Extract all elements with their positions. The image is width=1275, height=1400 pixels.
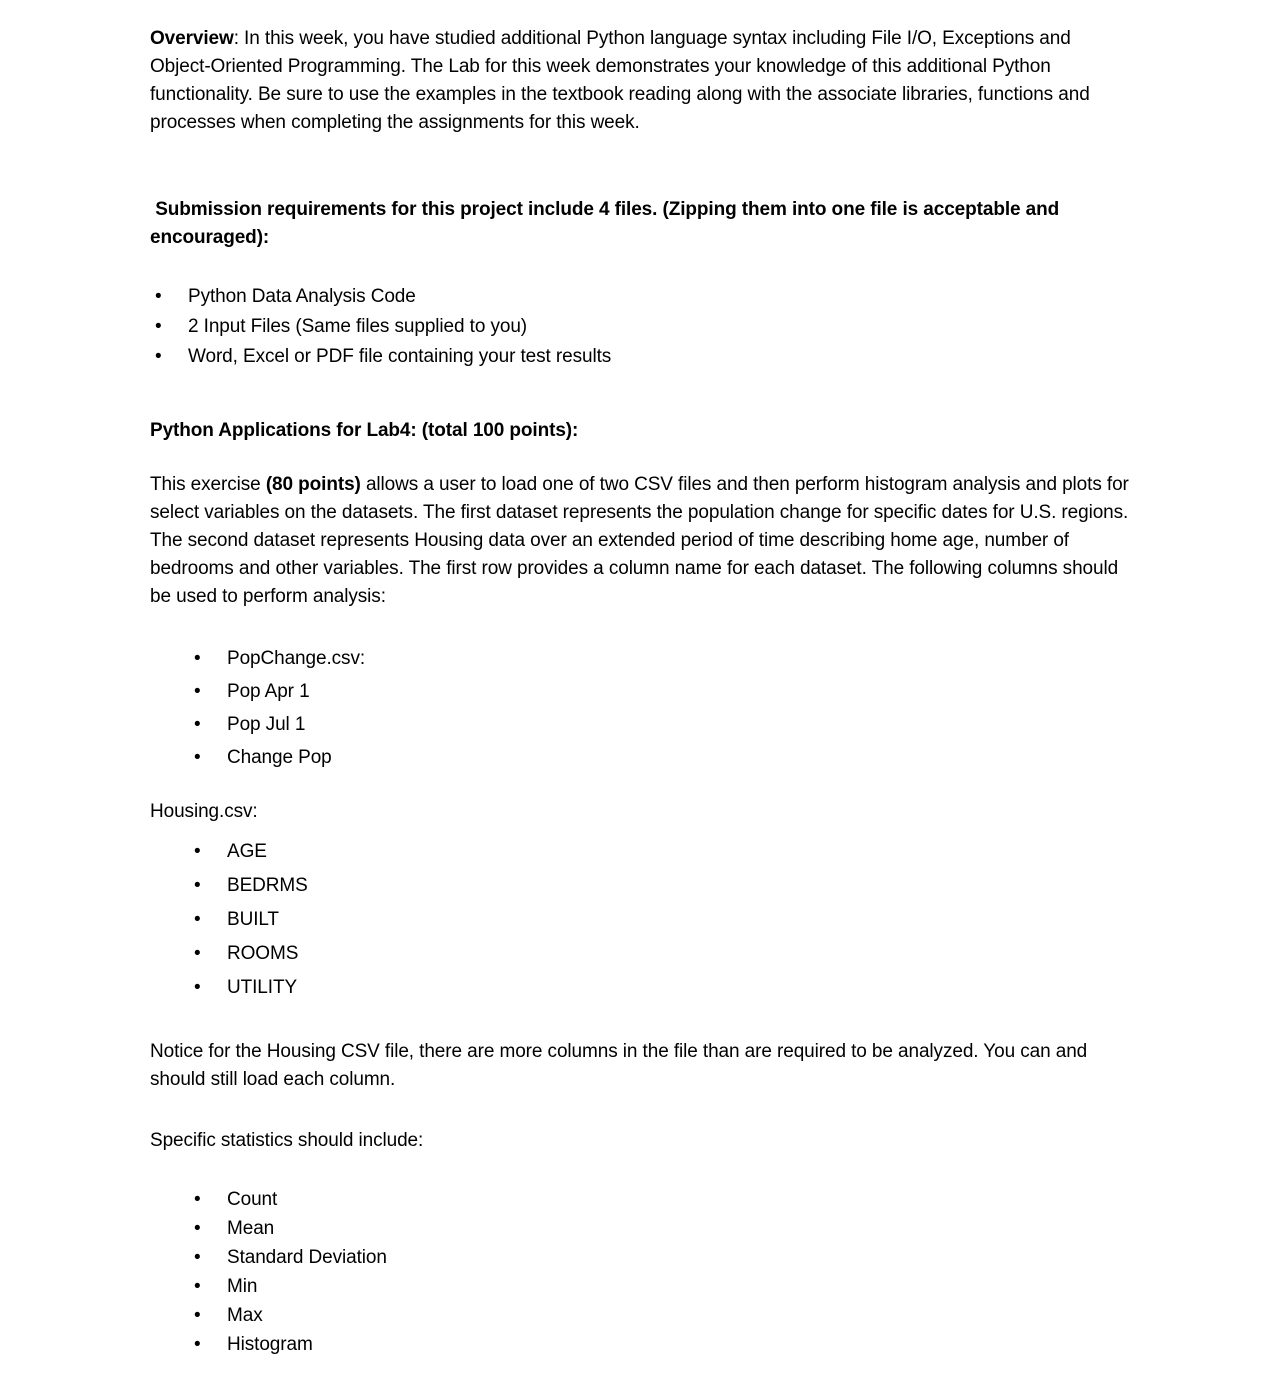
exercise-text-post: allows a user to load one of two CSV files and then perform histogram analysis and plots for select variables on the datasets. The first dataset represents the population change for specific dates for U.S. regions. The second dataset represents Housing data over an extended period of time describing home age, number of bedrooms and other variables. The first row provides a column name for each dataset. The following columns should be used to perform analysis: — [150, 474, 1129, 607]
housing-columns-list — [150, 835, 1130, 1005]
list-item: • BEDRMS — [150, 869, 1130, 903]
list-item: • Min — [150, 1272, 1130, 1301]
popchange-columns-list — [150, 642, 1130, 774]
list-item: • UTILITY — [150, 971, 1130, 1005]
list-item: • Pop Apr 1 — [150, 675, 1130, 708]
submission-files-list — [150, 282, 1130, 372]
exercise-paragraph — [150, 471, 1130, 611]
overview-label: Overview — [150, 28, 234, 49]
list-item: • Max — [150, 1301, 1130, 1330]
lab4-heading: Python Applications for Lab4: (total 100 points): — [150, 420, 579, 441]
list-item: • Change Pop — [150, 741, 1130, 774]
overview-paragraph — [150, 25, 1130, 137]
list-item: • Histogram — [150, 1330, 1130, 1359]
notice-paragraph: Notice for the Housing CSV file, there are more columns in the file than are required to be analyzed. You can and should still load each column. — [150, 1041, 1088, 1090]
statistics-label: Specific statistics should include: — [150, 1130, 424, 1151]
list-item: • Pop Jul 1 — [150, 708, 1130, 741]
list-item: • Word, Excel or PDF file containing your test results — [150, 342, 1130, 372]
statistics-list — [150, 1185, 1130, 1359]
list-item: • Count — [150, 1185, 1130, 1214]
exercise-points: (80 points) — [265, 474, 361, 495]
overview-body: : In this week, you have studied additional Python language syntax including File I/O, Exceptions and Object-Oriented Programming. The Lab for this week demonstrates your knowledge of this additional Python functionality. Be sure to use the examples in the textbook reading along with the associate libraries, functions and processes when completing the assignments for this week. — [150, 28, 1090, 133]
list-item: • PopChange.csv: — [150, 642, 1130, 675]
submission-requirements-heading: Submission requirements for this project include 4 files. (Zipping them into one file is acceptable and encouraged): — [150, 199, 1065, 248]
list-item: • Mean — [150, 1214, 1130, 1243]
list-item: • Python Data Analysis Code — [150, 282, 1130, 312]
exercise-text-pre: This exercise — [150, 474, 266, 495]
housing-label: Housing.csv: — [150, 801, 258, 822]
list-item: • AGE — [150, 835, 1130, 869]
list-item: • BUILT — [150, 903, 1130, 937]
list-item: • ROOMS — [150, 937, 1130, 971]
list-item: • Standard Deviation — [150, 1243, 1130, 1272]
list-item: • 2 Input Files (Same files supplied to you) — [150, 312, 1130, 342]
